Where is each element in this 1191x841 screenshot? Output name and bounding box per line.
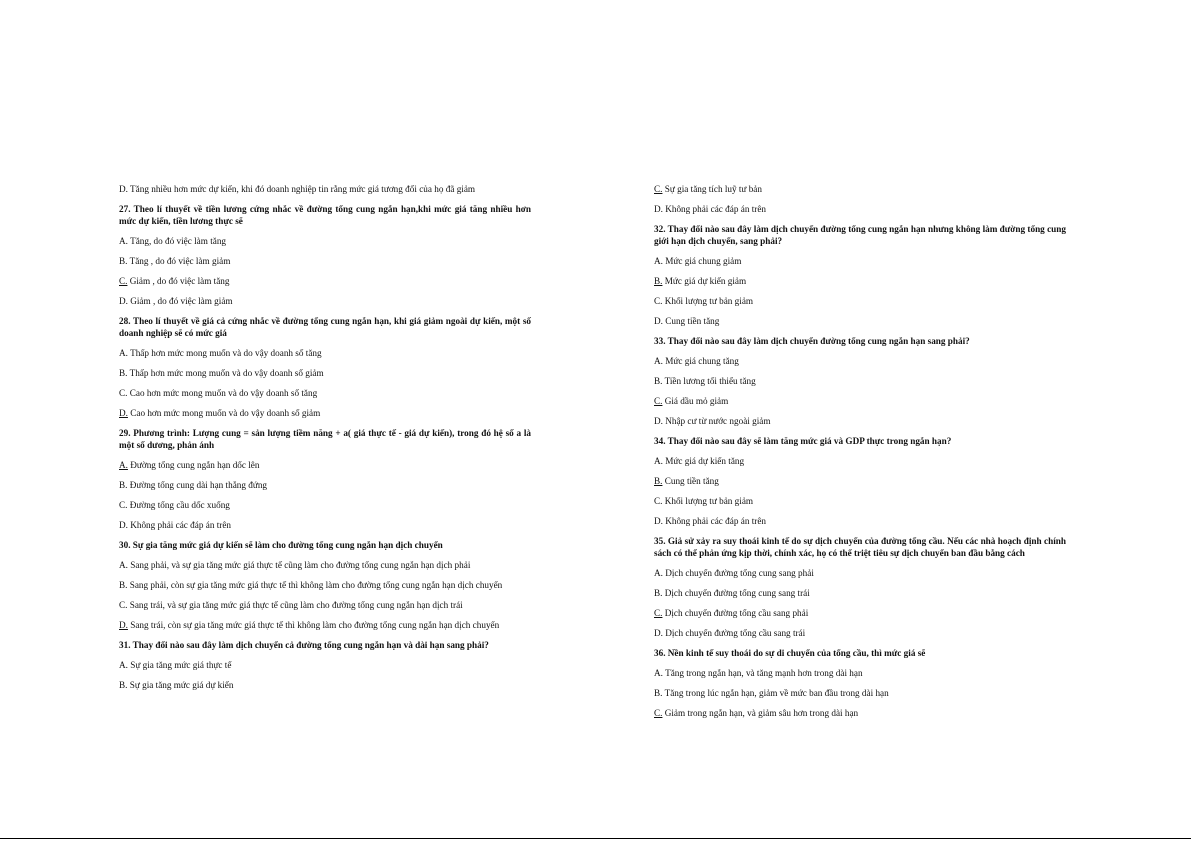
option-text: Không phải các đáp án trên	[665, 204, 767, 214]
option-letter: D.	[119, 408, 128, 418]
option-text: Cung tiền tăng	[665, 316, 720, 326]
option-letter: A.	[119, 236, 128, 246]
answer-option	[119, 479, 531, 491]
option-text: Giảm , do đó việc làm giảm	[130, 296, 233, 306]
answer-option	[654, 255, 1066, 267]
option-letter: B.	[119, 580, 128, 590]
option-text: Sự gia tăng tích luỹ tư bản	[664, 184, 762, 194]
answer-option	[654, 395, 1066, 407]
option-letter: B.	[119, 368, 128, 378]
answer-option	[654, 587, 1066, 599]
option-letter: D.	[654, 416, 663, 426]
answer-option	[119, 347, 531, 359]
option-text: Tăng, do đó việc làm tăng	[130, 236, 227, 246]
answer-option	[119, 599, 531, 611]
option-letter: D.	[654, 316, 663, 326]
option-letter: A.	[119, 460, 128, 470]
answer-option	[119, 387, 531, 399]
answer-option	[119, 235, 531, 247]
option-letter: B.	[654, 476, 663, 486]
answer-option	[654, 567, 1066, 579]
answer-option	[654, 455, 1066, 467]
option-letter: C.	[654, 184, 663, 194]
answer-option	[654, 515, 1066, 527]
question-text: 35. Giả sử xảy ra suy thoái kinh tế do sự dịch chuyển của đường tổng cầu. Nếu các nhà hoạch định chính sách có thể phản ứng kịp thời, chính xác, họ có thể triệt tiêu sự dịch chuyển ban đầu bằng cách	[654, 536, 1066, 558]
answer-option	[119, 579, 531, 591]
option-letter: C.	[654, 708, 663, 718]
option-text: Giá dầu mỏ giảm	[664, 396, 729, 406]
option-text: Tiền lương tối thiểu tăng	[664, 376, 756, 386]
option-letter: D.	[654, 628, 663, 638]
option-letter: A.	[119, 660, 128, 670]
text-line: D. Tăng nhiều hơn mức dự kiến, khi đó doanh nghiệp tin rằng mức giá tương đối của họ đã giảm	[119, 184, 476, 194]
question-text: 33. Thay đổi nào sau đây làm dịch chuyển đường tổng cung ngắn hạn sang phải?	[654, 336, 970, 346]
option-text: Sang trái, còn sự gia tăng mức giá thực tế thì không làm cho đường tổng cung ngắn hạn dịch chuyển	[130, 620, 500, 630]
question-text: 30. Sự gia tăng mức giá dự kiến sẽ làm cho đường tổng cung ngắn hạn dịch chuyển	[119, 540, 443, 550]
answer-option	[119, 275, 531, 287]
option-text: Không phải các đáp án trên	[665, 516, 767, 526]
option-text: Mức giá chung tăng	[665, 356, 739, 366]
option-text: Cung tiền tăng	[664, 476, 719, 486]
option-letter: D.	[119, 296, 128, 306]
option-text: Cao hơn mức mong muốn và do vậy doanh số tăng	[129, 388, 318, 398]
answer-option	[654, 627, 1066, 639]
question-text: 28. Theo lí thuyết về giá cả cứng nhắc về đường tổng cung ngắn hạn, khi giá giảm ngoài dự kiến, một số doanh nghiệp sẽ có mức giá	[119, 316, 531, 338]
option-letter: B.	[654, 376, 663, 386]
option-letter: C.	[119, 388, 128, 398]
question-text: 36. Nền kinh tế suy thoái do sự di chuyển của tổng cầu, thì mức giá sẽ	[654, 648, 926, 658]
option-text: Mức giá dự kiến tăng	[665, 456, 745, 466]
option-letter: B.	[119, 680, 128, 690]
answer-option	[654, 295, 1066, 307]
answer-option	[119, 367, 531, 379]
option-letter: A.	[654, 256, 663, 266]
answer-option	[119, 659, 531, 671]
answer-option	[119, 255, 531, 267]
question-text: 32. Thay đổi nào sau đây làm dịch chuyển đường tổng cung ngắn hạn nhưng không làm đường tổng cung giới hạn dịch chuyển, sang phải?	[654, 224, 1066, 246]
answer-option	[654, 667, 1066, 679]
option-text: Giảm trong ngắn hạn, và giảm sâu hơn trong dài hạn	[664, 708, 859, 718]
answer-option	[654, 183, 1066, 195]
option-text: Sang phải, và sự gia tăng mức giá thực tế cũng làm cho đường tổng cung ngắn hạn dịch phải	[130, 560, 471, 570]
option-text: Tăng trong lúc ngắn hạn, giảm về mức ban đầu trong dài hạn	[664, 688, 889, 698]
option-text: Dịch chuyển đường tổng cầu sang phải	[664, 608, 809, 618]
answer-option	[654, 203, 1066, 215]
question-text: 34. Thay đổi nào sau đây sẽ làm tăng mức giá và GDP thực trong ngắn hạn?	[654, 436, 952, 446]
option-letter: B.	[119, 480, 128, 490]
option-letter: D.	[119, 620, 128, 630]
option-letter: A.	[119, 348, 128, 358]
answer-option	[119, 459, 531, 471]
answer-option	[119, 619, 531, 631]
answer-option	[119, 679, 531, 691]
option-letter: D.	[654, 204, 663, 214]
option-text: Dịch chuyển đường tổng cầu sang trái	[665, 628, 806, 638]
option-letter: D.	[119, 520, 128, 530]
option-letter: C.	[119, 600, 128, 610]
question-text: 29. Phương trình: Lượng cung = sản lượng tiềm năng + a( giá thực tế - giá dự kiến), trong đó hệ số a là một số dương, phản ánh	[119, 428, 531, 450]
question-text: 31. Thay đổi nào sau đây làm dịch chuyển cả đường tổng cung ngắn hạn và dài hạn sang phải?	[119, 640, 489, 650]
option-letter: A.	[654, 456, 663, 466]
option-letter: A.	[119, 560, 128, 570]
option-letter: B.	[654, 688, 663, 698]
option-text: Dịch chuyển đường tổng cung sang trái	[664, 588, 810, 598]
answer-option	[119, 407, 531, 419]
answer-option	[654, 415, 1066, 427]
option-letter: C.	[654, 496, 663, 506]
option-text: Khối lượng tư bản giảm	[664, 496, 754, 506]
option-text: Sự gia tăng mức giá dự kiến	[129, 680, 234, 690]
answer-option	[654, 375, 1066, 387]
answer-option	[119, 295, 531, 307]
option-letter: C.	[654, 396, 663, 406]
option-text: Không phải các đáp án trên	[130, 520, 232, 530]
option-letter: A.	[654, 356, 663, 366]
answer-option	[654, 495, 1066, 507]
answer-option	[119, 499, 531, 511]
option-letter: B.	[654, 276, 663, 286]
option-text: Mức giá dự kiến giảm	[664, 276, 747, 286]
answer-option	[654, 275, 1066, 287]
right-column	[654, 183, 1066, 727]
answer-option	[654, 687, 1066, 699]
answer-option	[654, 707, 1066, 719]
answer-option	[119, 559, 531, 571]
bottom-rule	[0, 838, 1191, 839]
answer-option	[654, 475, 1066, 487]
option-text: Thấp hơn mức mong muốn và do vậy doanh số tăng	[130, 348, 322, 358]
answer-option	[654, 315, 1066, 327]
option-letter: A.	[654, 668, 663, 678]
option-text: Tăng trong ngắn hạn, và tăng mạnh hơn trong dài hạn	[665, 668, 863, 678]
option-text: Sang trái, và sự gia tăng mức giá thực tế cũng làm cho đường tổng cung ngắn hạn dịch trái	[129, 600, 463, 610]
option-letter: B.	[119, 256, 128, 266]
option-text: Nhập cư từ nước ngoài giảm	[665, 416, 771, 426]
option-letter: A.	[654, 568, 663, 578]
answer-option	[654, 355, 1066, 367]
option-letter: C.	[654, 608, 663, 618]
option-text: Sự gia tăng mức giá thực tế	[130, 660, 232, 670]
option-text: Đường tổng cung dài hạn thẳng đứng	[129, 480, 268, 490]
option-letter: C.	[654, 296, 663, 306]
left-column	[119, 183, 531, 699]
option-text: Tăng , do đó việc làm giảm	[129, 256, 231, 266]
option-text: Mức giá chung giảm	[665, 256, 742, 266]
option-text: Khối lượng tư bản giảm	[664, 296, 754, 306]
option-text: Đường tổng cung ngắn hạn dốc lên	[130, 460, 260, 470]
option-letter: C.	[119, 276, 128, 286]
option-text: Thấp hơn mức mong muốn và do vậy doanh số giảm	[129, 368, 324, 378]
option-letter: D.	[654, 516, 663, 526]
option-letter: B.	[654, 588, 663, 598]
answer-option	[654, 607, 1066, 619]
option-text: Sang phải, còn sự gia tăng mức giá thực tế thì không làm cho đường tổng cung ngắn hạn dịch chuyển	[129, 580, 503, 590]
question-text: 27. Theo lí thuyết về tiền lương cứng nhắc về đường tổng cung ngắn hạn,khi mức giá tăng nhiều hơn mức dự kiến, tiền lương thực sẽ	[119, 204, 531, 226]
option-text: Giảm , do đó việc làm tăng	[129, 276, 230, 286]
option-text: Dịch chuyển đường tổng cung sang phải	[665, 568, 814, 578]
option-text: Đường tổng cầu dốc xuống	[129, 500, 230, 510]
answer-option	[119, 519, 531, 531]
option-text: Cao hơn mức mong muốn và do vậy doanh số giảm	[130, 408, 321, 418]
option-letter: C.	[119, 500, 128, 510]
